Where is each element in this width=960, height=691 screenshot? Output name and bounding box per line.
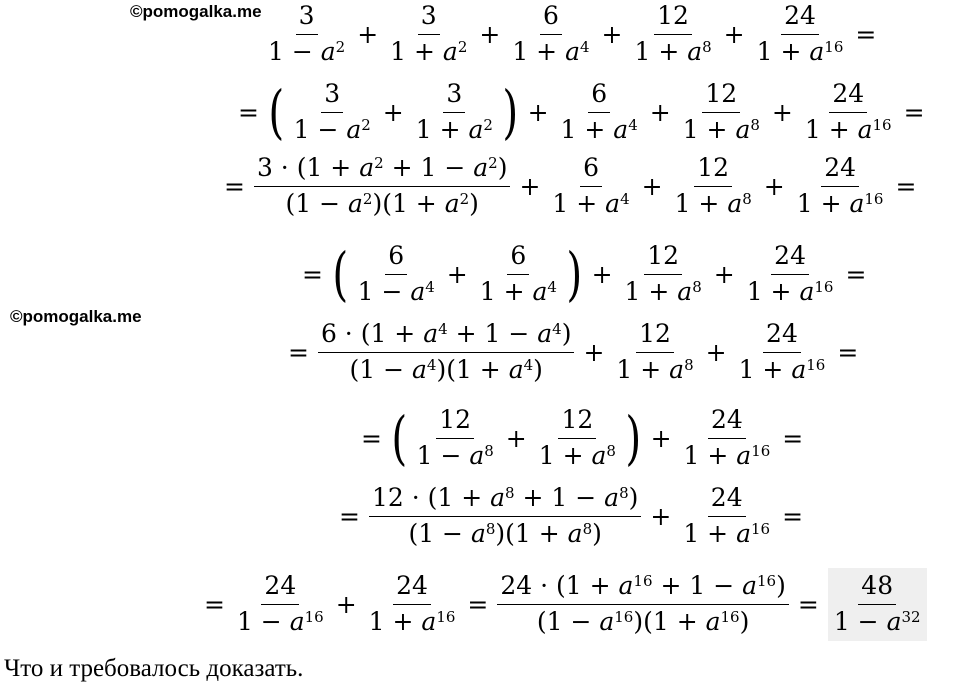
fraction bbox=[265, 2, 348, 67]
denominator: $1 - a^8$ bbox=[416, 440, 494, 470]
equals-sign: = bbox=[855, 19, 877, 49]
numerator: 6 bbox=[580, 154, 602, 187]
fraction bbox=[477, 242, 560, 307]
numerator: $12 \cdot (1 + a^8 + 1 - a^8)$ bbox=[369, 484, 641, 517]
equals-sign: = bbox=[845, 259, 867, 289]
numerator: 24 bbox=[393, 572, 431, 605]
right-paren: ) bbox=[566, 240, 583, 309]
fraction bbox=[622, 242, 705, 307]
fraction bbox=[291, 80, 374, 145]
numerator: $3 \cdot (1 + a^2 + 1 - a^2)$ bbox=[254, 154, 511, 187]
denominator: $1 + a^2$ bbox=[415, 114, 493, 144]
final-answer-fraction bbox=[828, 568, 927, 641]
fraction bbox=[497, 572, 789, 637]
fraction bbox=[414, 406, 497, 471]
numerator: $24 \cdot (1 + a^{16} + 1 - a^{16})$ bbox=[497, 572, 789, 605]
numerator: 6 bbox=[385, 242, 407, 275]
numerator: 12 bbox=[436, 406, 474, 439]
fraction bbox=[355, 242, 438, 307]
numerator: 6 bbox=[540, 2, 562, 35]
denominator: $1 + a^{16}$ bbox=[756, 36, 844, 66]
numerator: 3 bbox=[321, 80, 343, 113]
equals-sign: = bbox=[797, 589, 819, 619]
fraction bbox=[631, 2, 714, 67]
equals-sign: = bbox=[288, 337, 309, 367]
numerator: 12 bbox=[558, 406, 596, 439]
numerator: 3 bbox=[418, 2, 440, 35]
numerator: 12 bbox=[644, 242, 682, 275]
left-paren: ( bbox=[332, 240, 349, 309]
plus-sign: + bbox=[649, 97, 671, 127]
denominator: $(1 - a^4)(1 + a^4)$ bbox=[349, 354, 543, 384]
plus-sign: + bbox=[591, 259, 613, 289]
fraction bbox=[509, 2, 592, 67]
fraction bbox=[549, 154, 632, 219]
plus-sign: + bbox=[650, 423, 672, 453]
plus-sign: + bbox=[641, 171, 663, 201]
plus-sign: + bbox=[446, 259, 468, 289]
numerator: 6 bbox=[507, 242, 529, 275]
plus-sign: + bbox=[357, 19, 379, 49]
plus-sign: + bbox=[763, 171, 785, 201]
plus-sign: + bbox=[505, 423, 527, 453]
watermark-middle: ©pomogalka.me bbox=[10, 307, 142, 326]
plus-sign: + bbox=[583, 337, 605, 367]
denominator: $1 - a^{32}$ bbox=[833, 606, 921, 636]
equals-sign: = bbox=[837, 337, 859, 367]
denominator: $1 + a^8$ bbox=[674, 188, 752, 218]
denominator: $1 + a^{16}$ bbox=[683, 440, 771, 470]
denominator: $1 + a^8$ bbox=[634, 36, 712, 66]
denominator: $1 + a^4$ bbox=[560, 114, 638, 144]
equals-sign: = bbox=[238, 97, 259, 127]
right-paren: ) bbox=[502, 78, 519, 147]
denominator: $1 - a^2$ bbox=[293, 114, 371, 144]
fraction bbox=[413, 80, 496, 145]
plus-sign: + bbox=[527, 97, 549, 127]
fraction bbox=[387, 2, 470, 67]
equation-line-2 bbox=[232, 80, 931, 145]
denominator: $1 - a^{16}$ bbox=[236, 606, 324, 636]
plus-sign: + bbox=[601, 19, 623, 49]
denominator: $1 + a^{16}$ bbox=[738, 354, 826, 384]
numerator: 24 bbox=[708, 406, 746, 439]
denominator: $(1 - a^8)(1 + a^8)$ bbox=[408, 518, 602, 548]
plus-sign: + bbox=[705, 337, 727, 367]
equals-sign: = bbox=[339, 501, 360, 531]
equals-sign: = bbox=[302, 259, 323, 289]
numerator: 24 bbox=[821, 154, 859, 187]
numerator: 24 bbox=[771, 242, 809, 275]
fraction bbox=[366, 572, 459, 637]
plus-sign: + bbox=[650, 501, 672, 531]
denominator: $1 - a^4$ bbox=[357, 276, 435, 306]
equation-line-8 bbox=[198, 568, 930, 641]
denominator: $1 + a^4$ bbox=[479, 276, 557, 306]
left-paren: ( bbox=[268, 78, 285, 147]
fraction bbox=[802, 80, 895, 145]
denominator: $1 + a^8$ bbox=[624, 276, 702, 306]
denominator: $1 + a^{16}$ bbox=[683, 518, 771, 548]
equals-sign: = bbox=[903, 97, 925, 127]
denominator: $1 + a^4$ bbox=[512, 36, 590, 66]
fraction bbox=[744, 242, 837, 307]
fraction bbox=[680, 484, 773, 549]
numerator: 3 bbox=[296, 2, 318, 35]
equals-sign: = bbox=[204, 589, 225, 619]
plus-sign: + bbox=[713, 259, 735, 289]
denominator: $1 + a^2$ bbox=[390, 36, 468, 66]
numerator: 12 bbox=[702, 80, 740, 113]
numerator: $6 \cdot (1 + a^4 + 1 - a^4)$ bbox=[318, 320, 575, 353]
plus-sign: + bbox=[335, 589, 357, 619]
equals-sign: = bbox=[782, 501, 804, 531]
plus-sign: + bbox=[723, 19, 745, 49]
fraction bbox=[794, 154, 887, 219]
equation-line-3 bbox=[218, 154, 922, 219]
numerator: 24 bbox=[829, 80, 867, 113]
denominator: $1 + a^8$ bbox=[682, 114, 760, 144]
watermark-top: ©pomogalka.me bbox=[130, 2, 262, 21]
fraction bbox=[613, 320, 696, 385]
closing-text: Что и требовалось доказать. bbox=[4, 655, 304, 682]
denominator: $(1 - a^2)(1 + a^2)$ bbox=[285, 188, 479, 218]
plus-sign: + bbox=[479, 19, 501, 49]
numerator: 24 bbox=[708, 484, 746, 517]
fraction bbox=[558, 80, 641, 145]
denominator: $1 + a^8$ bbox=[538, 440, 616, 470]
plus-sign: + bbox=[382, 97, 404, 127]
plus-sign: + bbox=[519, 171, 541, 201]
fraction bbox=[318, 320, 575, 385]
equation-line-7 bbox=[333, 484, 809, 549]
fraction bbox=[672, 154, 755, 219]
plus-sign: + bbox=[771, 97, 793, 127]
denominator: $1 + a^4$ bbox=[552, 188, 630, 218]
fraction bbox=[536, 406, 619, 471]
fraction bbox=[680, 80, 763, 145]
numerator: 6 bbox=[588, 80, 610, 113]
equals-sign: = bbox=[782, 423, 804, 453]
numerator: 24 bbox=[781, 2, 819, 35]
fraction bbox=[736, 320, 829, 385]
fraction bbox=[681, 406, 774, 471]
equals-sign: = bbox=[895, 171, 917, 201]
denominator: $1 + a^{16}$ bbox=[368, 606, 456, 636]
equation-line-4 bbox=[296, 242, 872, 307]
denominator: $1 - a^2$ bbox=[268, 36, 346, 66]
denominator: $1 + a^8$ bbox=[616, 354, 694, 384]
fraction bbox=[754, 2, 847, 67]
numerator: 48 bbox=[858, 572, 896, 605]
fraction bbox=[234, 572, 327, 637]
equals-sign: = bbox=[224, 171, 245, 201]
numerator: 24 bbox=[763, 320, 801, 353]
numerator: 12 bbox=[654, 2, 692, 35]
numerator: 3 bbox=[443, 80, 465, 113]
numerator: 24 bbox=[261, 572, 299, 605]
equation-line-1 bbox=[262, 2, 882, 67]
denominator: $1 + a^{16}$ bbox=[804, 114, 892, 144]
equation-line-6 bbox=[355, 406, 809, 471]
equals-sign: = bbox=[361, 423, 382, 453]
denominator: $1 + a^{16}$ bbox=[746, 276, 834, 306]
right-paren: ) bbox=[625, 404, 642, 473]
equation-line-5 bbox=[282, 320, 864, 385]
denominator: $1 + a^{16}$ bbox=[796, 188, 884, 218]
fraction bbox=[254, 154, 511, 219]
numerator: 12 bbox=[636, 320, 674, 353]
denominator: $(1 - a^{16})(1 + a^{16})$ bbox=[536, 606, 750, 636]
fraction bbox=[369, 484, 641, 549]
left-paren: ( bbox=[391, 404, 408, 473]
numerator: 12 bbox=[694, 154, 732, 187]
equals-sign: = bbox=[467, 589, 489, 619]
